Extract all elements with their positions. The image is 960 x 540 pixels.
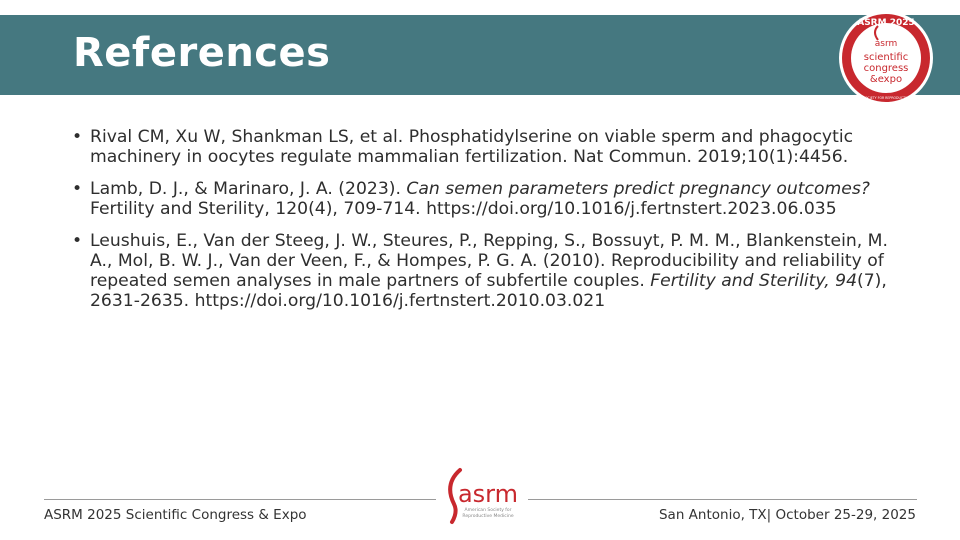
- reference-3-journal: Fertility and Sterility, 94: [650, 271, 858, 291]
- badge-ring-text: AMERICAN SOCIETY FOR REPRODUCTIVE MEDICINE: [845, 96, 927, 100]
- footer-divider-right: [528, 499, 917, 500]
- reference-item-1: [72, 127, 892, 167]
- badge-line-1: scientific: [863, 52, 909, 63]
- reference-3-authors: Leushuis, E., Van der Steeg, J. W., Steures, P., Repping, S., Bossuyt, P. M. M., Blankenstein, M. A., Mol, B. W. J., Van der Veen, F., & Hompes, P. G. A. (2010). Reproducibility and reliability of repeated semen analyses in male partners of subfertile couples.: [90, 231, 888, 291]
- reference-2-source: Fertility and Sterility, 120(4), 709-714. https://doi.org/10.1016/j.fertnstert.2023.06.035: [90, 199, 837, 219]
- footer-location-date: San Antonio, TX| October 25-29, 2025: [658, 507, 916, 523]
- reference-1-text: Rival CM, Xu W, Shankman LS, et al. Phosphatidylserine on viable sperm and phagocytic machinery in oocytes regulate mammalian fertilization. Nat Commun. 2019;10(1):4456.: [90, 127, 854, 167]
- reference-item-2: [72, 179, 892, 219]
- reference-2-title: Can semen parameters predict pregnancy outcomes?: [406, 179, 870, 199]
- footer-divider-left: [44, 499, 436, 500]
- footer-event-name: ASRM 2025 Scientific Congress & Expo: [44, 507, 307, 523]
- footer-logo-text: asrm: [457, 480, 519, 508]
- references-list: [72, 127, 892, 323]
- reference-3-source: (7), 2631-2635. https://doi.org/10.1016/j.fertnstert.2010.03.021: [90, 271, 887, 311]
- badge-top-text: ASRM 2025: [857, 18, 915, 28]
- footer-logo-subtitle-2: Reproductive Medicine: [462, 514, 514, 519]
- asrm-footer-logo: [440, 466, 522, 528]
- badge-line-2: congress: [863, 63, 909, 74]
- slide-title: References: [73, 30, 331, 76]
- reference-2-authors: Lamb, D. J., & Marinaro, J. A. (2023).: [90, 179, 407, 199]
- footer-logo-subtitle-1: American Society for: [464, 508, 512, 513]
- reference-item-3: [72, 231, 892, 311]
- badge-line-3: &expo: [869, 74, 903, 85]
- asrm-2025-badge: [838, 10, 934, 106]
- badge-logo-text: asrm: [874, 39, 898, 49]
